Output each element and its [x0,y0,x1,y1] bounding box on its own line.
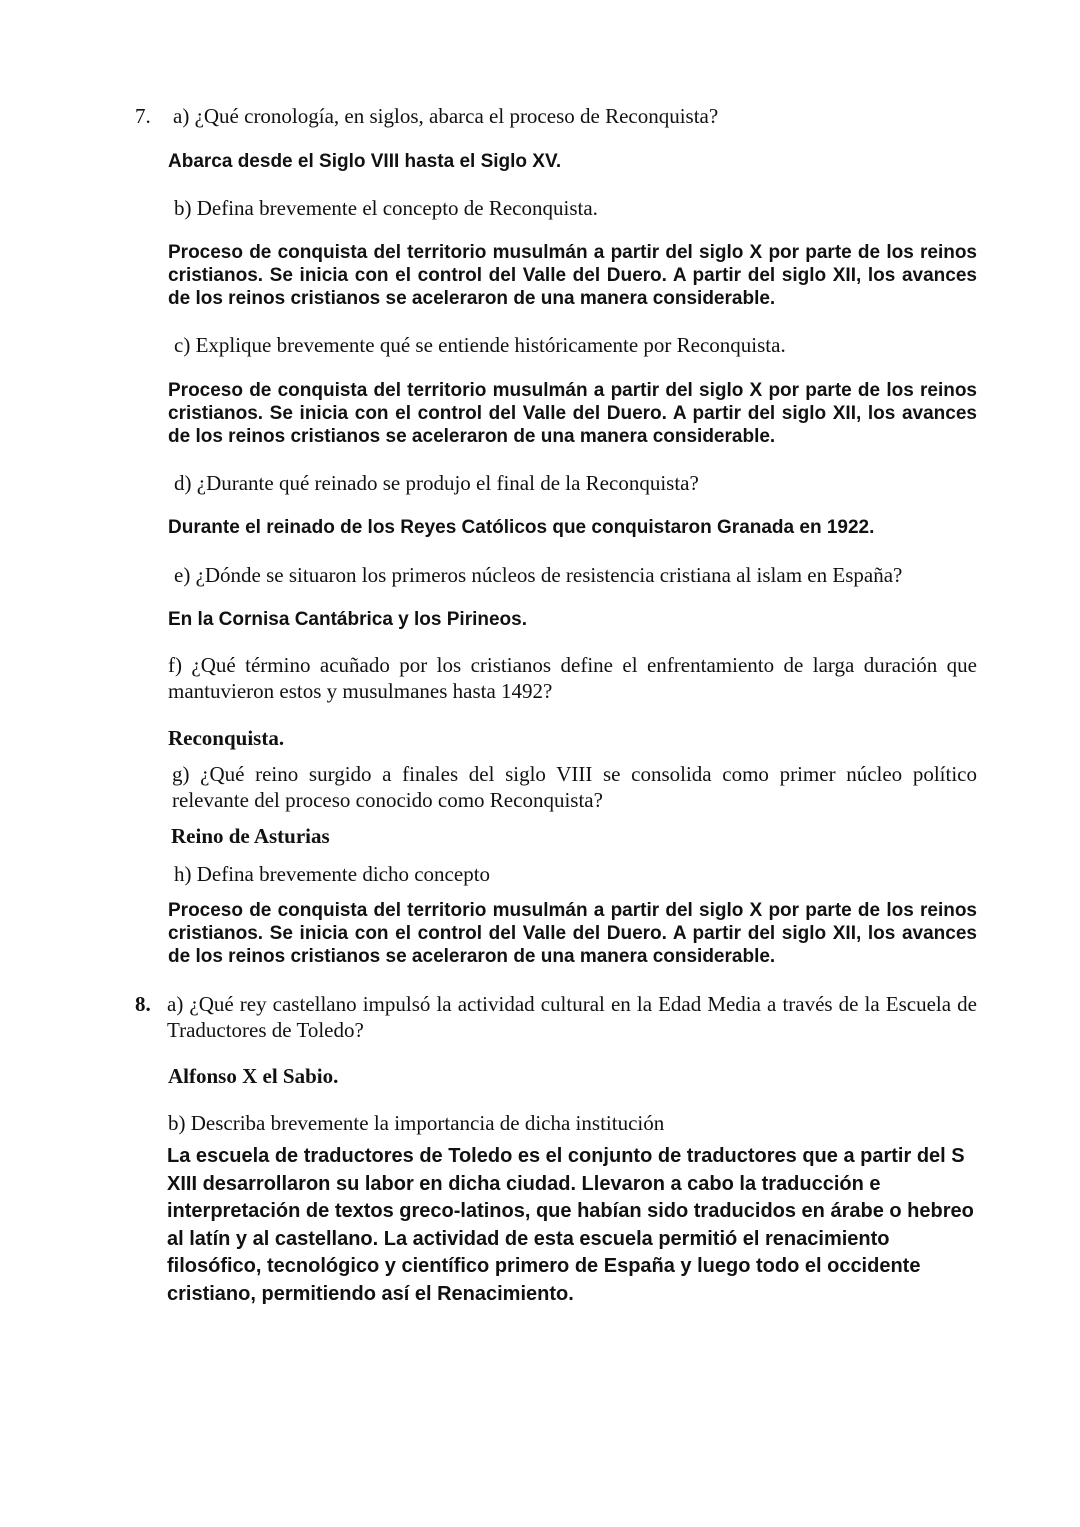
question-number: 7. [135,104,151,128]
answer-7h: Proceso de conquista del territorio musulmán a partir del siglo X por parte de los reinos cristianos. Se inicia con el control del Valle del Duero. A partir del siglo XII, los avances de los reinos cristianos se aceleraron de una manera considerable. [168,900,977,967]
answer-7b: Proceso de conquista del territorio musulmán a partir del siglo X por parte de los reinos cristianos. Se inicia con el control del Valle del Duero. A partir del siglo XII, los avances de los reinos cristianos se aceleraron de una manera considerable. [168,242,977,309]
question-7b: b) Defina brevemente el concepto de Reconquista. [174,196,598,220]
question-7a: a) ¿Qué cronología, en siglos, abarca el proceso de Reconquista? [173,104,719,128]
answer-7a: Abarca desde el Siglo VIII hasta el Siglo XV. [168,151,562,172]
answer-7e: En la Cornisa Cantábrica y los Pirineos. [168,609,528,630]
answer-7g: Reino de Asturias [171,824,330,848]
question-8b: b) Describa brevemente la importancia de dicha institución [168,1111,665,1135]
answer-8a: Alfonso X el Sabio. [168,1064,339,1088]
question-7c: c) Explique brevemente qué se entiende históricamente por Reconquista. [174,333,786,357]
answer-7f: Reconquista. [168,726,285,750]
question-8a: a) ¿Qué rey castellano impulsó la actividad cultural en la Edad Media a través de la Escuela de Traductores de Toledo? [167,992,977,1042]
question-7e: e) ¿Dónde se situaron los primeros núcleos de resistencia cristiana al islam en España? [174,563,903,587]
answer-8b: La escuela de traductores de Toledo es el conjunto de traductores que a partir del S XIII desarrollaron su labor en dicha ciudad. Llevaron a cabo la traducción e interpretación de textos greco-latinos, que habían sido traducidos en árabe o hebreo al latín y al castellano. La actividad de esta escuela permitió el renacimiento filosófico, tecnológico y científico primero de España y luego todo el occidente cristiano, permitiendo así el Renacimiento. [167,1145,974,1305]
question-number: 8. [135,992,151,1016]
question-7h: h) Defina brevemente dicho concepto [174,862,491,886]
question-7d: d) ¿Durante qué reinado se produjo el final de la Reconquista? [174,471,699,495]
question-7f: f) ¿Qué término acuñado por los cristianos define el enfrentamiento de larga duración que mantuvieron estos y musulmanes hasta 1492? [168,653,977,703]
question-7g: g) ¿Qué reino surgido a finales del siglo VIII se consolida como primer núcleo político relevante del proceso conocido como Reconquista? [172,762,977,812]
answer-7d: Durante el reinado de los Reyes Católicos que conquistaron Granada en 1922. [168,517,875,538]
answer-7c: Proceso de conquista del territorio musulmán a partir del siglo X por parte de los reinos cristianos. Se inicia con el control del Valle del Duero. A partir del siglo XII, los avances de los reinos cristianos se aceleraron de una manera considerable. [168,380,977,447]
